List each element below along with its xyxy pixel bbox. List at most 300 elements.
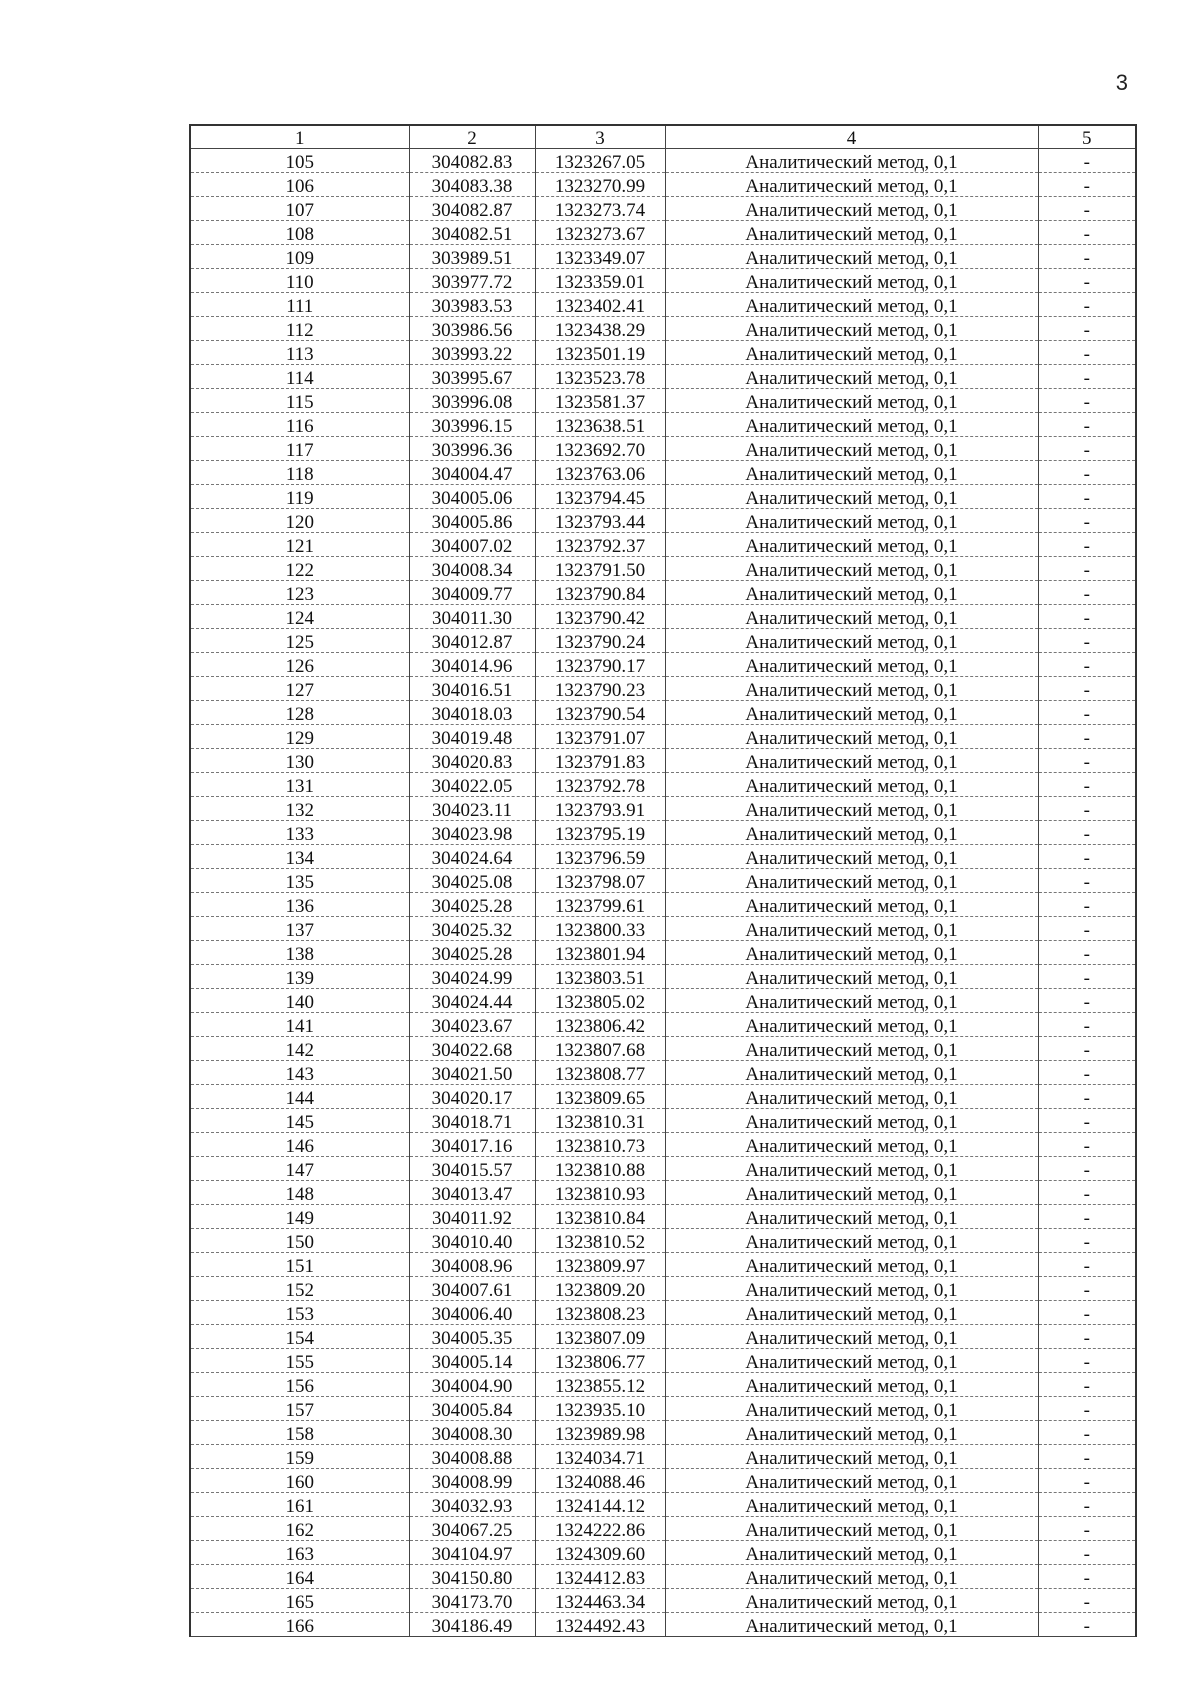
note-cell: - <box>1038 749 1136 773</box>
point-number-cell: 106 <box>190 173 409 197</box>
method-cell: Аналитический метод, 0,1 <box>665 917 1038 941</box>
method-cell: Аналитический метод, 0,1 <box>665 557 1038 581</box>
point-number-cell: 110 <box>190 269 409 293</box>
table-row <box>190 1109 1136 1133</box>
method-cell: Аналитический метод, 0,1 <box>665 1325 1038 1349</box>
y-coordinate-cell: 1323792.78 <box>535 773 665 797</box>
note-cell: - <box>1038 1349 1136 1373</box>
table-row <box>190 197 1136 221</box>
method-cell: Аналитический метод, 0,1 <box>665 749 1038 773</box>
point-number-cell: 114 <box>190 365 409 389</box>
note-cell: - <box>1038 197 1136 221</box>
method-cell: Аналитический метод, 0,1 <box>665 1541 1038 1565</box>
y-coordinate-cell: 1323793.91 <box>535 797 665 821</box>
note-cell: - <box>1038 1493 1136 1517</box>
y-coordinate-cell: 1324463.34 <box>535 1589 665 1613</box>
y-coordinate-cell: 1323638.51 <box>535 413 665 437</box>
method-cell: Аналитический метод, 0,1 <box>665 1013 1038 1037</box>
table-row <box>190 1253 1136 1277</box>
note-cell: - <box>1038 845 1136 869</box>
point-number-cell: 165 <box>190 1589 409 1613</box>
point-number-cell: 153 <box>190 1301 409 1325</box>
method-cell: Аналитический метод, 0,1 <box>665 1613 1038 1637</box>
table-row <box>190 1589 1136 1613</box>
y-coordinate-cell: 1323270.99 <box>535 173 665 197</box>
point-number-cell: 121 <box>190 533 409 557</box>
point-number-cell: 164 <box>190 1565 409 1589</box>
method-cell: Аналитический метод, 0,1 <box>665 797 1038 821</box>
point-number-cell: 162 <box>190 1517 409 1541</box>
note-cell: - <box>1038 965 1136 989</box>
note-cell: - <box>1038 173 1136 197</box>
y-coordinate-cell: 1323267.05 <box>535 149 665 173</box>
x-coordinate-cell: 304025.08 <box>409 869 535 893</box>
point-number-cell: 163 <box>190 1541 409 1565</box>
method-cell: Аналитический метод, 0,1 <box>665 173 1038 197</box>
point-number-cell: 154 <box>190 1325 409 1349</box>
x-coordinate-cell: 304082.87 <box>409 197 535 221</box>
x-coordinate-cell: 304025.28 <box>409 941 535 965</box>
table-row <box>190 557 1136 581</box>
note-cell: - <box>1038 1181 1136 1205</box>
y-coordinate-cell: 1323806.77 <box>535 1349 665 1373</box>
x-coordinate-cell: 304173.70 <box>409 1589 535 1613</box>
x-coordinate-cell: 303989.51 <box>409 245 535 269</box>
method-cell: Аналитический метод, 0,1 <box>665 365 1038 389</box>
note-cell: - <box>1038 293 1136 317</box>
x-coordinate-cell: 304083.38 <box>409 173 535 197</box>
x-coordinate-cell: 304005.14 <box>409 1349 535 1373</box>
x-coordinate-cell: 304082.51 <box>409 221 535 245</box>
table-row <box>190 317 1136 341</box>
x-coordinate-cell: 304024.64 <box>409 845 535 869</box>
point-number-cell: 137 <box>190 917 409 941</box>
y-coordinate-cell: 1323810.88 <box>535 1157 665 1181</box>
point-number-cell: 122 <box>190 557 409 581</box>
point-number-cell: 145 <box>190 1109 409 1133</box>
method-cell: Аналитический метод, 0,1 <box>665 1229 1038 1253</box>
y-coordinate-cell: 1323808.23 <box>535 1301 665 1325</box>
y-coordinate-cell: 1323359.01 <box>535 269 665 293</box>
point-number-cell: 161 <box>190 1493 409 1517</box>
table-row <box>190 1541 1136 1565</box>
method-cell: Аналитический метод, 0,1 <box>665 1133 1038 1157</box>
note-cell: - <box>1038 1229 1136 1253</box>
method-cell: Аналитический метод, 0,1 <box>665 893 1038 917</box>
point-number-cell: 108 <box>190 221 409 245</box>
y-coordinate-cell: 1323803.51 <box>535 965 665 989</box>
y-coordinate-cell: 1324144.12 <box>535 1493 665 1517</box>
x-coordinate-cell: 303996.15 <box>409 413 535 437</box>
point-number-cell: 135 <box>190 869 409 893</box>
table-row <box>190 1181 1136 1205</box>
y-coordinate-cell: 1323809.97 <box>535 1253 665 1277</box>
note-cell: - <box>1038 1325 1136 1349</box>
method-cell: Аналитический метод, 0,1 <box>665 1301 1038 1325</box>
point-number-cell: 111 <box>190 293 409 317</box>
table-row <box>190 869 1136 893</box>
point-number-cell: 127 <box>190 677 409 701</box>
note-cell: - <box>1038 917 1136 941</box>
note-cell: - <box>1038 1373 1136 1397</box>
point-number-cell: 142 <box>190 1037 409 1061</box>
method-cell: Аналитический метод, 0,1 <box>665 1085 1038 1109</box>
table-row <box>190 413 1136 437</box>
method-cell: Аналитический метод, 0,1 <box>665 1037 1038 1061</box>
y-coordinate-cell: 1323810.84 <box>535 1205 665 1229</box>
method-cell: Аналитический метод, 0,1 <box>665 413 1038 437</box>
table-row <box>190 653 1136 677</box>
y-coordinate-cell: 1324222.86 <box>535 1517 665 1541</box>
table-row <box>190 1301 1136 1325</box>
table-row <box>190 437 1136 461</box>
note-cell: - <box>1038 653 1136 677</box>
table-row <box>190 341 1136 365</box>
method-cell: Аналитический метод, 0,1 <box>665 461 1038 485</box>
x-coordinate-cell: 304021.50 <box>409 1061 535 1085</box>
x-coordinate-cell: 304032.93 <box>409 1493 535 1517</box>
note-cell: - <box>1038 893 1136 917</box>
note-cell: - <box>1038 869 1136 893</box>
header-cell-1: 1 <box>190 125 409 149</box>
x-coordinate-cell: 304082.83 <box>409 149 535 173</box>
x-coordinate-cell: 304013.47 <box>409 1181 535 1205</box>
note-cell: - <box>1038 557 1136 581</box>
table-row <box>190 605 1136 629</box>
note-cell: - <box>1038 1205 1136 1229</box>
method-cell: Аналитический метод, 0,1 <box>665 1397 1038 1421</box>
y-coordinate-cell: 1323795.19 <box>535 821 665 845</box>
y-coordinate-cell: 1324034.71 <box>535 1445 665 1469</box>
point-number-cell: 129 <box>190 725 409 749</box>
point-number-cell: 130 <box>190 749 409 773</box>
point-number-cell: 128 <box>190 701 409 725</box>
point-number-cell: 133 <box>190 821 409 845</box>
table-row <box>190 1277 1136 1301</box>
y-coordinate-cell: 1323273.67 <box>535 221 665 245</box>
x-coordinate-cell: 304017.16 <box>409 1133 535 1157</box>
x-coordinate-cell: 304150.80 <box>409 1565 535 1589</box>
note-cell: - <box>1038 1469 1136 1493</box>
x-coordinate-cell: 304009.77 <box>409 581 535 605</box>
x-coordinate-cell: 304014.96 <box>409 653 535 677</box>
note-cell: - <box>1038 1253 1136 1277</box>
table-row <box>190 749 1136 773</box>
method-cell: Аналитический метод, 0,1 <box>665 1205 1038 1229</box>
point-number-cell: 132 <box>190 797 409 821</box>
note-cell: - <box>1038 989 1136 1013</box>
x-coordinate-cell: 304020.83 <box>409 749 535 773</box>
table-row <box>190 533 1136 557</box>
table-body <box>190 149 1136 1637</box>
y-coordinate-cell: 1323792.37 <box>535 533 665 557</box>
note-cell: - <box>1038 629 1136 653</box>
method-cell: Аналитический метод, 0,1 <box>665 653 1038 677</box>
method-cell: Аналитический метод, 0,1 <box>665 725 1038 749</box>
page-number: 3 <box>1115 70 1128 95</box>
y-coordinate-cell: 1323790.23 <box>535 677 665 701</box>
header-cell-5: 5 <box>1038 125 1136 149</box>
table-row <box>190 797 1136 821</box>
point-number-cell: 136 <box>190 893 409 917</box>
point-number-cell: 112 <box>190 317 409 341</box>
point-number-cell: 105 <box>190 149 409 173</box>
point-number-cell: 166 <box>190 1613 409 1637</box>
method-cell: Аналитический метод, 0,1 <box>665 1421 1038 1445</box>
table-row <box>190 821 1136 845</box>
coordinates-table <box>189 124 1137 1637</box>
point-number-cell: 115 <box>190 389 409 413</box>
y-coordinate-cell: 1324492.43 <box>535 1613 665 1637</box>
table-row <box>190 149 1136 173</box>
note-cell: - <box>1038 701 1136 725</box>
note-cell: - <box>1038 461 1136 485</box>
y-coordinate-cell: 1323763.06 <box>535 461 665 485</box>
y-coordinate-cell: 1324088.46 <box>535 1469 665 1493</box>
note-cell: - <box>1038 677 1136 701</box>
point-number-cell: 152 <box>190 1277 409 1301</box>
y-coordinate-cell: 1323810.73 <box>535 1133 665 1157</box>
table-row <box>190 1157 1136 1181</box>
x-coordinate-cell: 304004.47 <box>409 461 535 485</box>
x-coordinate-cell: 304022.68 <box>409 1037 535 1061</box>
note-cell: - <box>1038 485 1136 509</box>
table-row <box>190 509 1136 533</box>
point-number-cell: 125 <box>190 629 409 653</box>
note-cell: - <box>1038 821 1136 845</box>
note-cell: - <box>1038 1301 1136 1325</box>
x-coordinate-cell: 304008.99 <box>409 1469 535 1493</box>
x-coordinate-cell: 304186.49 <box>409 1613 535 1637</box>
x-coordinate-cell: 304067.25 <box>409 1517 535 1541</box>
point-number-cell: 118 <box>190 461 409 485</box>
table-row <box>190 1469 1136 1493</box>
note-cell: - <box>1038 269 1136 293</box>
method-cell: Аналитический метод, 0,1 <box>665 1445 1038 1469</box>
header-cell-2: 2 <box>409 125 535 149</box>
note-cell: - <box>1038 149 1136 173</box>
table-row <box>190 1061 1136 1085</box>
y-coordinate-cell: 1323808.77 <box>535 1061 665 1085</box>
y-coordinate-cell: 1323402.41 <box>535 293 665 317</box>
x-coordinate-cell: 304005.84 <box>409 1397 535 1421</box>
y-coordinate-cell: 1323810.52 <box>535 1229 665 1253</box>
method-cell: Аналитический метод, 0,1 <box>665 269 1038 293</box>
table-row <box>190 1421 1136 1445</box>
header-cell-3: 3 <box>535 125 665 149</box>
method-cell: Аналитический метод, 0,1 <box>665 485 1038 509</box>
point-number-cell: 149 <box>190 1205 409 1229</box>
note-cell: - <box>1038 725 1136 749</box>
note-cell: - <box>1038 341 1136 365</box>
x-coordinate-cell: 304018.71 <box>409 1109 535 1133</box>
note-cell: - <box>1038 437 1136 461</box>
x-coordinate-cell: 304018.03 <box>409 701 535 725</box>
x-coordinate-cell: 304011.30 <box>409 605 535 629</box>
note-cell: - <box>1038 221 1136 245</box>
note-cell: - <box>1038 1085 1136 1109</box>
point-number-cell: 126 <box>190 653 409 677</box>
note-cell: - <box>1038 581 1136 605</box>
table-row <box>190 701 1136 725</box>
note-cell: - <box>1038 365 1136 389</box>
x-coordinate-cell: 304022.05 <box>409 773 535 797</box>
table-row <box>190 941 1136 965</box>
x-coordinate-cell: 303977.72 <box>409 269 535 293</box>
y-coordinate-cell: 1323791.07 <box>535 725 665 749</box>
note-cell: - <box>1038 1565 1136 1589</box>
x-coordinate-cell: 304025.32 <box>409 917 535 941</box>
point-number-cell: 160 <box>190 1469 409 1493</box>
note-cell: - <box>1038 1589 1136 1613</box>
x-coordinate-cell: 304005.35 <box>409 1325 535 1349</box>
method-cell: Аналитический метод, 0,1 <box>665 1349 1038 1373</box>
x-coordinate-cell: 304007.02 <box>409 533 535 557</box>
table-row <box>190 893 1136 917</box>
header-cell-4: 4 <box>665 125 1038 149</box>
table-row <box>190 1349 1136 1373</box>
table-row <box>190 725 1136 749</box>
point-number-cell: 157 <box>190 1397 409 1421</box>
table-row <box>190 773 1136 797</box>
point-number-cell: 140 <box>190 989 409 1013</box>
note-cell: - <box>1038 941 1136 965</box>
method-cell: Аналитический метод, 0,1 <box>665 821 1038 845</box>
method-cell: Аналитический метод, 0,1 <box>665 1589 1038 1613</box>
method-cell: Аналитический метод, 0,1 <box>665 1157 1038 1181</box>
point-number-cell: 123 <box>190 581 409 605</box>
table-row <box>190 1517 1136 1541</box>
table-row <box>190 461 1136 485</box>
x-coordinate-cell: 304004.90 <box>409 1373 535 1397</box>
y-coordinate-cell: 1323798.07 <box>535 869 665 893</box>
method-cell: Аналитический метод, 0,1 <box>665 317 1038 341</box>
method-cell: Аналитический метод, 0,1 <box>665 293 1038 317</box>
method-cell: Аналитический метод, 0,1 <box>665 1517 1038 1541</box>
point-number-cell: 113 <box>190 341 409 365</box>
point-number-cell: 117 <box>190 437 409 461</box>
table-row <box>190 989 1136 1013</box>
method-cell: Аналитический метод, 0,1 <box>665 989 1038 1013</box>
table-row <box>190 365 1136 389</box>
note-cell: - <box>1038 797 1136 821</box>
point-number-cell: 151 <box>190 1253 409 1277</box>
note-cell: - <box>1038 317 1136 341</box>
point-number-cell: 134 <box>190 845 409 869</box>
x-coordinate-cell: 304020.17 <box>409 1085 535 1109</box>
point-number-cell: 116 <box>190 413 409 437</box>
point-number-cell: 131 <box>190 773 409 797</box>
y-coordinate-cell: 1323809.20 <box>535 1277 665 1301</box>
y-coordinate-cell: 1323807.68 <box>535 1037 665 1061</box>
method-cell: Аналитический метод, 0,1 <box>665 1469 1038 1493</box>
method-cell: Аналитический метод, 0,1 <box>665 437 1038 461</box>
x-coordinate-cell: 303986.56 <box>409 317 535 341</box>
method-cell: Аналитический метод, 0,1 <box>665 1181 1038 1205</box>
note-cell: - <box>1038 245 1136 269</box>
x-coordinate-cell: 304008.34 <box>409 557 535 581</box>
x-coordinate-cell: 304006.40 <box>409 1301 535 1325</box>
table-row <box>190 269 1136 293</box>
y-coordinate-cell: 1323801.94 <box>535 941 665 965</box>
table-row <box>190 1229 1136 1253</box>
method-cell: Аналитический метод, 0,1 <box>665 197 1038 221</box>
y-coordinate-cell: 1323438.29 <box>535 317 665 341</box>
x-coordinate-cell: 304024.44 <box>409 989 535 1013</box>
note-cell: - <box>1038 1277 1136 1301</box>
y-coordinate-cell: 1323799.61 <box>535 893 665 917</box>
point-number-cell: 138 <box>190 941 409 965</box>
header-row <box>190 125 1136 149</box>
table-row <box>190 1133 1136 1157</box>
note-cell: - <box>1038 1517 1136 1541</box>
x-coordinate-cell: 304016.51 <box>409 677 535 701</box>
point-number-cell: 146 <box>190 1133 409 1157</box>
table-row <box>190 485 1136 509</box>
note-cell: - <box>1038 389 1136 413</box>
point-number-cell: 120 <box>190 509 409 533</box>
method-cell: Аналитический метод, 0,1 <box>665 701 1038 725</box>
table-row <box>190 845 1136 869</box>
note-cell: - <box>1038 1037 1136 1061</box>
y-coordinate-cell: 1323349.07 <box>535 245 665 269</box>
y-coordinate-cell: 1324309.60 <box>535 1541 665 1565</box>
y-coordinate-cell: 1323523.78 <box>535 365 665 389</box>
method-cell: Аналитический метод, 0,1 <box>665 533 1038 557</box>
x-coordinate-cell: 303996.36 <box>409 437 535 461</box>
method-cell: Аналитический метод, 0,1 <box>665 1109 1038 1133</box>
y-coordinate-cell: 1324412.83 <box>535 1565 665 1589</box>
note-cell: - <box>1038 1133 1136 1157</box>
table-row <box>190 173 1136 197</box>
method-cell: Аналитический метод, 0,1 <box>665 629 1038 653</box>
x-coordinate-cell: 304008.30 <box>409 1421 535 1445</box>
x-coordinate-cell: 303995.67 <box>409 365 535 389</box>
method-cell: Аналитический метод, 0,1 <box>665 1373 1038 1397</box>
x-coordinate-cell: 304012.87 <box>409 629 535 653</box>
point-number-cell: 107 <box>190 197 409 221</box>
method-cell: Аналитический метод, 0,1 <box>665 149 1038 173</box>
note-cell: - <box>1038 1421 1136 1445</box>
y-coordinate-cell: 1323800.33 <box>535 917 665 941</box>
point-number-cell: 150 <box>190 1229 409 1253</box>
x-coordinate-cell: 304011.92 <box>409 1205 535 1229</box>
y-coordinate-cell: 1323790.54 <box>535 701 665 725</box>
method-cell: Аналитический метод, 0,1 <box>665 1277 1038 1301</box>
y-coordinate-cell: 1323794.45 <box>535 485 665 509</box>
table-row <box>190 1013 1136 1037</box>
x-coordinate-cell: 303996.08 <box>409 389 535 413</box>
x-coordinate-cell: 304019.48 <box>409 725 535 749</box>
point-number-cell: 139 <box>190 965 409 989</box>
table-row <box>190 221 1136 245</box>
table-row <box>190 677 1136 701</box>
note-cell: - <box>1038 1109 1136 1133</box>
y-coordinate-cell: 1323855.12 <box>535 1373 665 1397</box>
point-number-cell: 119 <box>190 485 409 509</box>
table-row <box>190 1565 1136 1589</box>
method-cell: Аналитический метод, 0,1 <box>665 245 1038 269</box>
y-coordinate-cell: 1323501.19 <box>535 341 665 365</box>
note-cell: - <box>1038 1445 1136 1469</box>
table-row <box>190 1613 1136 1637</box>
x-coordinate-cell: 303993.22 <box>409 341 535 365</box>
y-coordinate-cell: 1323809.65 <box>535 1085 665 1109</box>
table-row <box>190 1493 1136 1517</box>
point-number-cell: 124 <box>190 605 409 629</box>
x-coordinate-cell: 304015.57 <box>409 1157 535 1181</box>
method-cell: Аналитический метод, 0,1 <box>665 581 1038 605</box>
